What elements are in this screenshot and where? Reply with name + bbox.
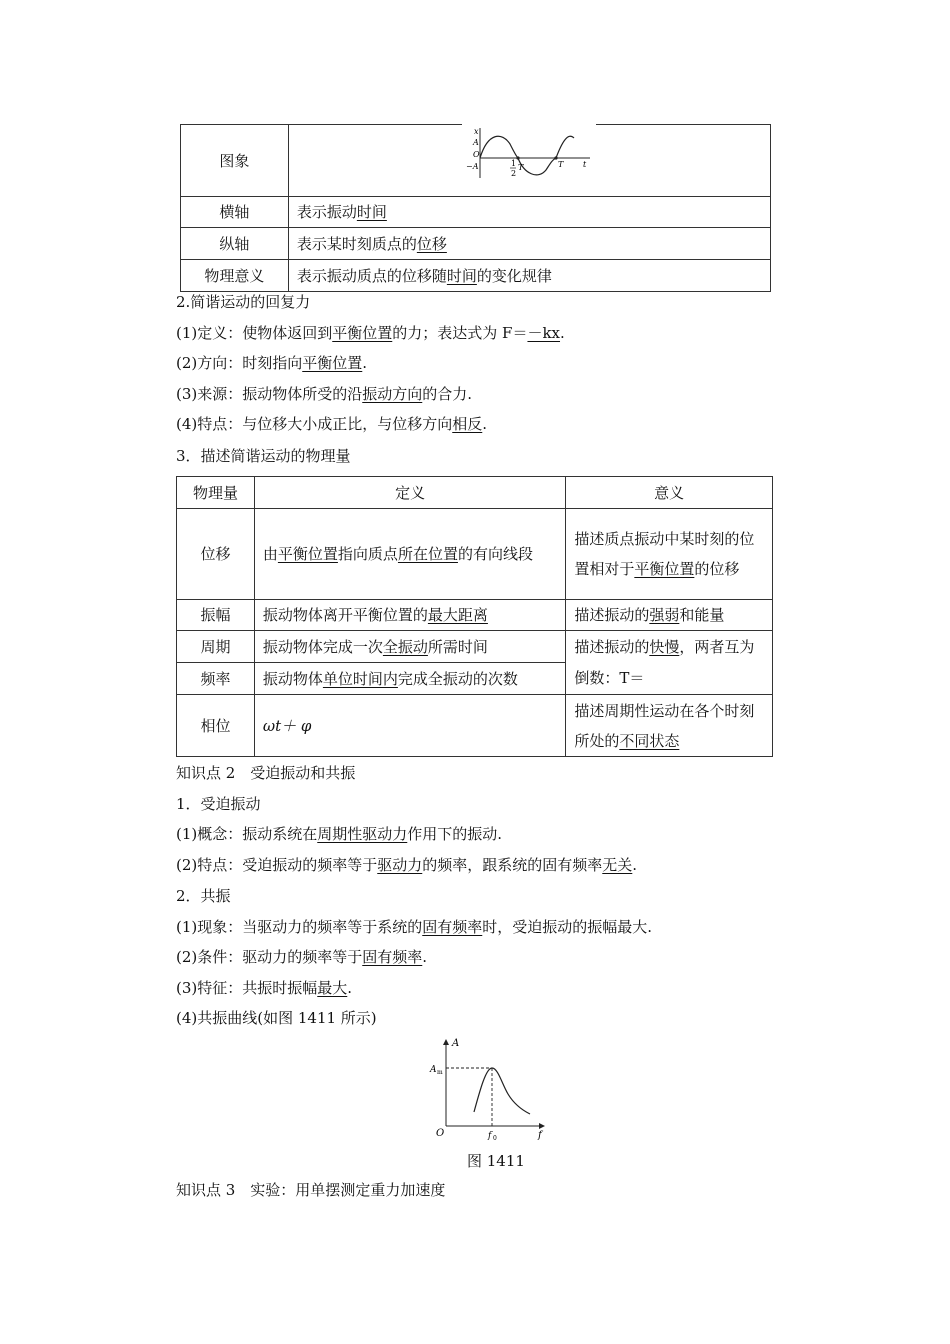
- quantities-table: [176, 476, 773, 757]
- figure-f-label: f: [538, 1130, 542, 1141]
- table1-label: 物理意义: [181, 260, 289, 292]
- header-meaning: 意义: [566, 477, 773, 509]
- figure-Am-label: A: [430, 1065, 437, 1075]
- row-meaning: 描述振动的快慢，两者互为倒数：T＝: [566, 631, 773, 695]
- row-meaning: 描述质点振动中某时刻的位置相对于平衡位置的位移: [566, 509, 773, 600]
- table1-label: 图象: [181, 125, 289, 197]
- section2-line2: (2)方向：时刻指向平衡位置.: [176, 354, 368, 372]
- figure-f0-sub: 0: [493, 1135, 497, 1142]
- table1-content: 表示振动质点的位移随时间的变化规律: [288, 260, 770, 292]
- row-definition: ωt＋ φ: [254, 695, 565, 757]
- graph-t-label: t: [583, 160, 587, 169]
- graph-halfT-label: T: [518, 163, 524, 172]
- kp2-title: 知识点 2 受迫振动和共振: [176, 764, 356, 782]
- row-name: 位移: [177, 509, 255, 600]
- graph-x-label: x: [474, 127, 479, 136]
- row-name: 频率: [177, 663, 255, 695]
- kp2-line-b2: (2)条件：驱动力的频率等于固有频率.: [176, 948, 428, 966]
- graph-origin-label: O: [473, 150, 480, 159]
- table1-label: 横轴: [181, 197, 289, 228]
- row-name: 相位: [177, 695, 255, 757]
- graph-T-label: T: [558, 160, 564, 169]
- row-name: 振幅: [177, 600, 255, 631]
- table1-label: 纵轴: [181, 228, 289, 260]
- table1-content: 表示某时刻质点的位移: [288, 228, 770, 260]
- table1-content: 表示振动时间: [288, 197, 770, 228]
- figure-f0-label: f: [488, 1131, 492, 1141]
- graph-half-den: 2: [511, 169, 517, 178]
- kp3-title: 知识点 3 实验：用单摆测定重力加速度: [176, 1181, 446, 1199]
- row-definition: 振动物体单位时间内完成全振动的次数: [254, 663, 565, 695]
- kp2-line-b3: (3)特征：共振时振幅最大.: [176, 979, 353, 997]
- row-definition: 由平衡位置指向质点所在位置的有向线段: [254, 509, 565, 600]
- kp2-line-b1: (1)现象：当驱动力的频率等于系统的固有频率时，受迫振动的振幅最大.: [176, 918, 653, 936]
- figure-origin-label: O: [436, 1128, 445, 1139]
- kp2-line-a2: (2)特点：受迫振动的频率等于驱动力的频率，跟系统的固有频率无关.: [176, 856, 638, 874]
- figure-Am-sub: m: [437, 1069, 443, 1076]
- header-definition: 定义: [254, 477, 565, 509]
- resonance-curve-figure: [428, 1036, 558, 1146]
- section2-line4: (4)特点：与位移大小成正比，与位移方向相反.: [176, 415, 488, 433]
- graph-half-num: 1: [511, 159, 517, 168]
- graph-A-label: A: [473, 138, 479, 147]
- kp2-line-a1: (1)概念：振动系统在周期性驱动力作用下的振动.: [176, 825, 503, 843]
- section3-title: 3．描述简谐运动的物理量: [176, 447, 351, 465]
- figure-caption: 图 1411: [467, 1152, 525, 1170]
- row-definition: 振动物体完成一次全振动所需时间: [254, 631, 565, 663]
- row-definition: 振动物体离开平衡位置的最大距离: [254, 600, 565, 631]
- section2-line3: (3)来源：振动物体所受的沿振动方向的合力.: [176, 385, 473, 403]
- section2-line1: (1)定义：使物体返回到平衡位置的力；表达式为 F＝－kx.: [176, 324, 565, 342]
- sine-wave-graph: [462, 122, 602, 182]
- graph-negA-label: −A: [466, 162, 479, 171]
- row-meaning: 描述振动的强弱和能量: [566, 600, 773, 631]
- row-name: 周期: [177, 631, 255, 663]
- header-quantity: 物理量: [177, 477, 255, 509]
- kp2-sub1: 1．受迫振动: [176, 795, 261, 813]
- kp2-line-b4: (4)共振曲线(如图 1411 所示): [176, 1009, 377, 1027]
- figure-A-label: A: [452, 1038, 460, 1049]
- row-meaning: 描述周期性运动在各个时刻所处的不同状态: [566, 695, 773, 757]
- kp2-sub2: 2．共振: [176, 887, 231, 905]
- section2-title: 2.简谐运动的回复力: [176, 293, 311, 311]
